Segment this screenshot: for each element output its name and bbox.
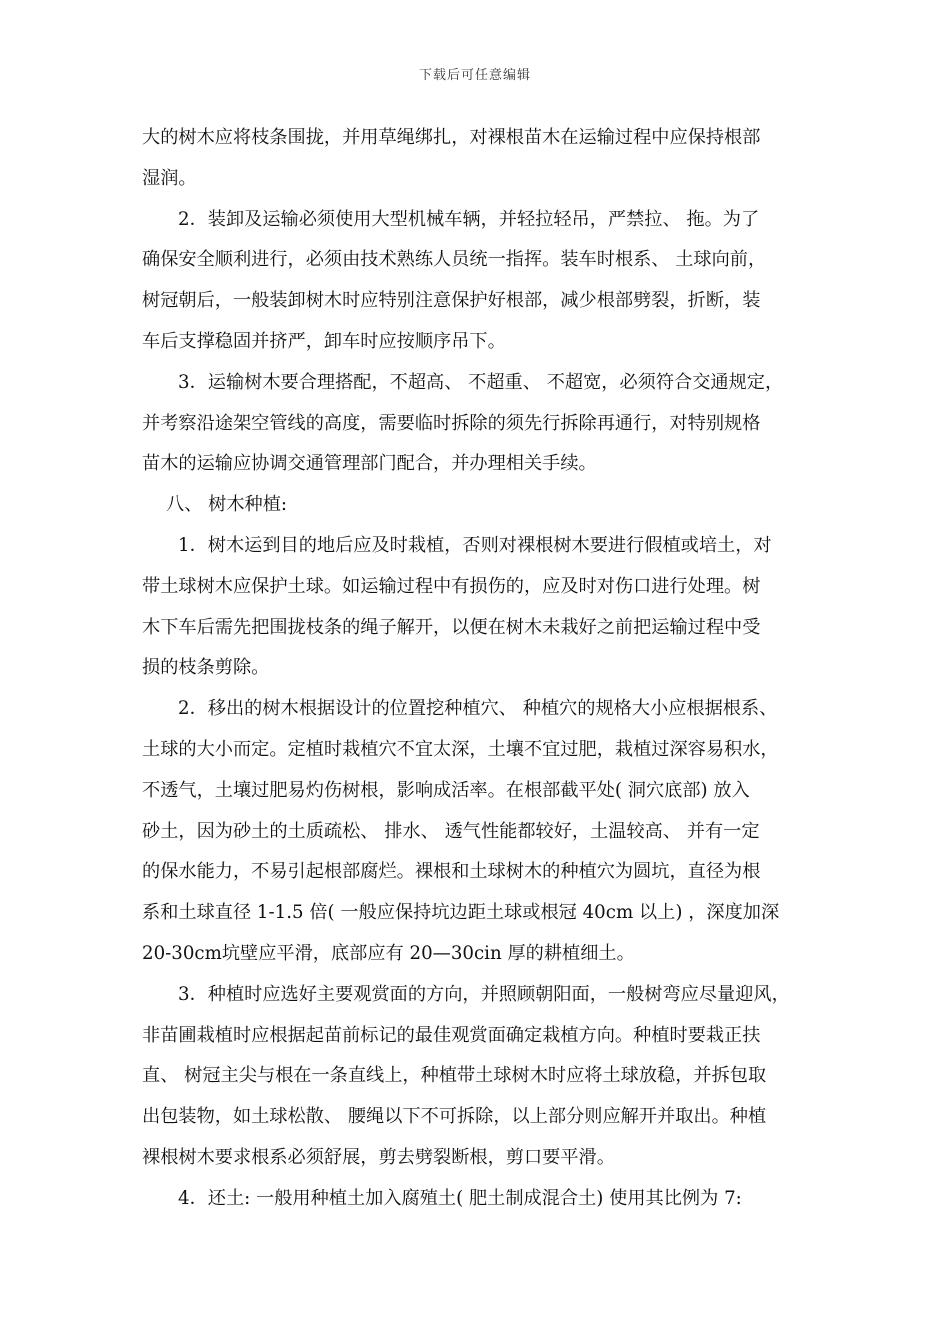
text-line: 苗木的运输应协调交通管理部门配合，并办理相关手续。 xyxy=(142,453,597,475)
text-line: 直、 树冠主尖与根在一条直线上，种植带土球树木时应将土球放稳，并拆包取 xyxy=(142,1065,767,1087)
text-line: 并考察沿途架空管线的高度，需要临时拆除的须先行拆除再通行，对特别规格 xyxy=(142,412,761,434)
text-line: 木下车后需先把围拢枝条的绳子解开，以便在树木未栽好之前把运输过程中受 xyxy=(142,616,761,638)
text-line: 带土球树木应保护土球。如运输过程中有损伤的，应及时对伤口进行处理。树 xyxy=(142,575,761,597)
text-line: 系和土球直径 1-1.5 倍( 一般应保持坑边距土球或根冠 40cm 以上) ，深度加深 xyxy=(142,902,780,924)
text-line: 树冠朝后，一般装卸树木时应特别注意保护好根部，减少根部劈裂，折断，装 xyxy=(142,290,761,312)
text-line: 的保水能力，不易引起根部腐烂。裸根和土球树木的种植穴为圆坑，直径为根 xyxy=(142,861,761,883)
text-line: 车后支撑稳固并挤严，卸车时应按顺序吊下。 xyxy=(142,330,506,352)
text-line: 大的树木应将枝条围拢，并用草绳绑扎，对裸根苗木在运输过程中应保持根部 xyxy=(142,127,761,148)
text-line: 损的枝条剪除。 xyxy=(142,657,270,679)
text-line: 3．种植时应选好主要观赏面的方向，并照顾朝阳面，一般树弯应尽量迎风， xyxy=(178,983,790,1005)
page-header: 下载后可任意编辑 xyxy=(418,68,531,83)
text-line: 湿润。 xyxy=(142,167,197,189)
text-line: 裸根树木要求根系必须舒展，剪去劈裂断根，剪口要平滑。 xyxy=(142,1146,615,1168)
text-line: 2．装卸及运输必须使用大型机械车辆，并轻拉轻吊，严禁拉、 拖。为了 xyxy=(178,208,760,230)
section-heading: 八、 树木种植: xyxy=(166,494,288,516)
body-text xyxy=(142,118,812,1220)
text-line: 2．移出的树木根据设计的位置挖种植穴、 种植穴的规格大小应根据根系、 xyxy=(178,698,778,720)
text-line: 4．还土: 一般用种植土加入腐殖土( 肥土制成混合土) 使用其比例为 7: xyxy=(178,1187,742,1209)
text-line: 不透气，土壤过肥易灼伤树根，影响成活率。在根部截平处( 洞穴底部) 放入 xyxy=(142,779,750,801)
text-line: 土球的大小而定。定植时栽植穴不宜太深，土壤不宜过肥，栽植过深容易积水， xyxy=(142,738,779,760)
text-line: 出包装物，如土球松散、 腰绳以下不可拆除，以上部分则应解开并取出。种植 xyxy=(142,1106,767,1128)
text-line: 砂土，因为砂土的土质疏松、 排水、 透气性能都较好，土温较高、 并有一定 xyxy=(142,820,760,842)
text-line: 3．运输树木要合理搭配，不超高、 不超重、 不超宽，必须符合交通规定， xyxy=(178,371,784,393)
text-line: 1．树木运到目的地后应及时栽植，否则对裸根树木要进行假植或培土，对 xyxy=(178,534,772,556)
text-line: 非苗圃栽植时应根据起苗前标记的最佳观赏面确定栽植方向。种植时要栽正扶 xyxy=(142,1024,761,1046)
text-line: 确保安全顺利进行，必须由技术熟练人员统一指挥。装车时根系、 土球向前， xyxy=(142,249,767,271)
text-line: 20-30cm坑壁应平滑，底部应有 20—30cin 厚的耕植细土。 xyxy=(142,942,635,964)
